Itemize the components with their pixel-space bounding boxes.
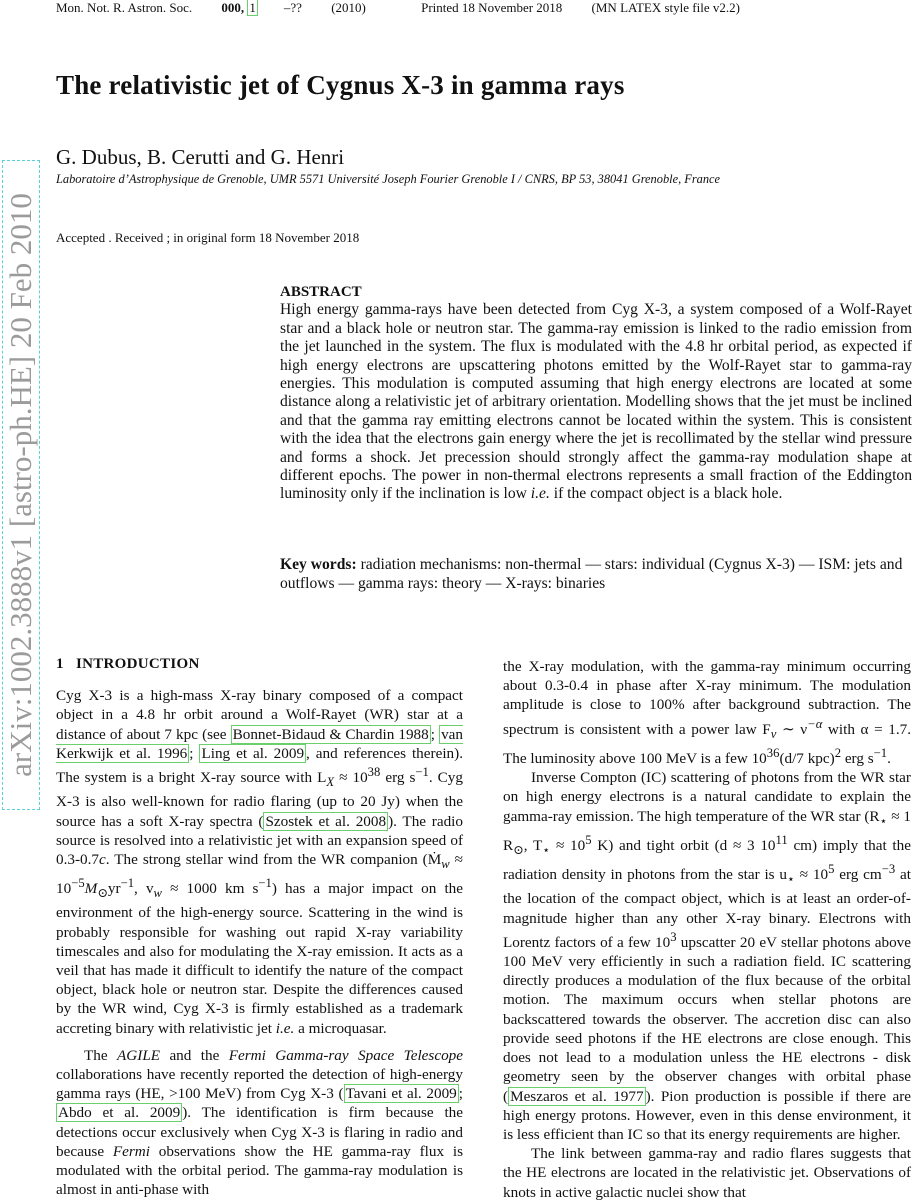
intro-paragraph-5: The link between gamma-ray and radio flares suggests that the HE electrons are located in the relativistic jet. Observations of knots in active galactic nuclei show that	[503, 1145, 911, 1201]
arxiv-sidebar[interactable]	[2, 160, 40, 810]
running-header	[56, 0, 766, 16]
abstract-heading: ABSTRACT	[280, 284, 362, 300]
citation-link[interactable]: van Kerkwijk et al. 1996	[56, 725, 463, 762]
citation-link[interactable]: Ling et al. 2009	[201, 744, 305, 762]
paper-title: The relativistic jet of Cygnus X-3 in gamma rays	[56, 70, 625, 100]
abstract: ABSTRACT High energy gamma-rays have been detected from Cyg X-3, a system composed of a Wolf-Rayet star and a black hole or neutron star. The gamma-ray emission is linked to the radio emission from the jet launched in the system. The flux is modulated with the 4.8 hr orbital period, as expected if high energy electrons are upscattering photons emitted by the Wolf-Rayet star to gamma-ray energies. This modulation is computed assuming that high energy electrons are located at some distance along a relativistic jet of arbitrary orientation. Modelling shows that the jet must be inclined and that the gamma ray emitting electrons cannot be located within the system. This is consistent with the idea that the electrons gain energy where the jet is recollimated by the stellar wind pressure and forms a shock. Jet precession should strongly affect the gamma-ray modulation shape at different epochs. The power in non-thermal electrons represents a small fraction of the Eddington luminosity only if the inclination is low i.e. if the compact object is a black hole.	[280, 284, 912, 503]
intro-paragraph-4: Inverse Compton (IC) scattering of photons from the WR star on high energy electrons is a natural candidate to explain the gamma-ray emission. The high temperature of the WR star ($R_⋆ \approx 1$ $R_⊙$, $T_⋆ \approx 10^5$ K) and tight orbit (d ≈ 3 $10^{11}$ cm) imply that the radiation density in photons from the star is $u_⋆ \approx 10^5$ erg $cm^{-3}$ at the location of the compact object, which is at least an order-of-magnitude higher than any other X-ray binary. Electrons with Lorentz factors of a few $10^3$ upscatter 20 eV stellar photons above 100 MeV very efficiently in such a radiation field. IC scattering directly produces a modulation of the flux because of the orbital motion. The maximum occurs when stellar photons are backscattered towards the observer. The accretion disc can also provide seed photons if the HE electrons are close enough. This does not lead to a modulation unless the HE electrons - disk geometry seen by the observer changes with orbital phase ( Meszaros et al. 1977 ). Pion production is possible if there are high energy protons. However, even in this dense environment, it is less efficient than IC so that its energy requirements are higher.	[503, 769, 912, 1143]
abstract-text: High energy gamma-rays have been detected from Cyg X-3, a system composed of a Wolf-Rayet star and a black hole or neutron star. The gamma-ray emission is linked to the radio emission from the jet launched in the system. The flux is modulated with the 4.8 hr orbital period, as expected if high energy electrons are upscattering photons emitted by the Wolf-Rayet star to gamma-ray energies. This modulation is computed assuming that high energy electrons are located at some distance along a relativistic jet of arbitrary orientation. Modelling shows that the jet must be inclined and that the gamma ray emitting electrons cannot be located within the system. This is consistent with the idea that the electrons gain energy where the jet is recollimated by the stellar wind pressure and forms a shock. Jet precession should strongly affect the gamma-ray modulation shape at different epochs. The power in non-thermal electrons represents a small fraction of the Eddington luminosity only if the inclination is low	[280, 301, 912, 503]
affiliation: Laboratoire d’Astrophysique de Grenoble, UMR 5571 Université Joseph Fourier Grenoble I / CNRS, BP 53, 38041 Grenoble, France	[56, 172, 721, 186]
citation-link[interactable]: Tavani et al. 2009	[345, 1085, 457, 1103]
intro-paragraph-3: the X-ray modulation, with the gamma-ray minimum occurring about 0.3-0.4 in phase after X-ray minimum. The modulation amplitude is close to 100% after background subtraction. The spectrum is consistent with a power law $F_\nu$ ∼ $\nu^{-\alpha}$ with α = 1.7. The luminosity above 100 MeV is a few $10^{36}(d/7$ kpc)$^2$ erg $s^{-1}$.	[503, 658, 912, 767]
section-heading: 1 INTRODUCTION	[56, 656, 200, 672]
citation-link[interactable]: Szostek et al. 2008	[265, 812, 387, 830]
intro-paragraph-2: The AGILE and the Fermi Gamma-ray Space Telescope collaborations have recently reported the detection of high-energy gamma rays (HE, >100 MeV) from Cyg X-3 ( Tavani et al. 2009 ; Abdo et al. 2009 ). The identification is firm because the detections occur exclusively when Cyg X-3 is flaring in radio and because Fermi observations show the HE gamma-ray flux is modulated with the orbital period. The gamma-ray modulation is almost in anti-phase with	[56, 1046, 464, 1199]
citation-link[interactable]: Abdo et al. 2009	[58, 1104, 181, 1122]
keywords-label: Key words:	[280, 556, 357, 573]
journal-ref: Mon. Not. R. Astron. Soc. 000, 1 –?? (2010)	[56, 0, 366, 15]
keywords-text: radiation mechanisms: non-thermal — stars: individual (Cygnus X-3) — ISM: jets and outflows — gamma rays: theory — X-rays: binaries	[280, 556, 903, 592]
left-column	[56, 655, 463, 1200]
arxiv-identifier: arXiv:1002.3888v1 [astro-ph.HE] 20 Feb 2010	[3, 193, 38, 777]
printed-date: Printed 18 November 2018	[421, 0, 563, 15]
right-column	[503, 657, 911, 1202]
citation-link[interactable]: Bonnet-Bidaud & Chardin 1988	[232, 725, 429, 743]
authors: G. Dubus, B. Cerutti and G. Henri	[56, 145, 345, 169]
page-link[interactable]: 1	[249, 0, 256, 15]
citation-link[interactable]: Meszaros et al. 1977	[510, 1087, 644, 1105]
intro-paragraph-1: Cyg X-3 is a high-mass X-ray binary composed of a compact object in a 4.8 hr orbit around a Wolf-Rayet (WR) star at a distance of about 7 kpc (see Bonnet-Bidaud & Chardin 1988 ; van Kerkwijk et al. 1996 ; Ling et al. 2009 , and references therein). The system is a bright X-ray source with $L_X \approx 10^{38}$ erg $s^{-1}$. Cyg X-3 is also well-known for radio flaring (up to 20 Jy) when the source has a soft X-ray spectra ( Szostek et al. 2008 ). The radio source is resolved into a relativistic jet with an expansion speed of 0.3-0.7c. The strong stellar wind from the WR companion (Ṁ$_w$ ≈ $10^{-5}M_⊙yr^{-1}$, $v_w \approx 1000$ km $s^{-1}$) has a major impact on the environment of the high-energy source. Scattering in the wind is probably responsible for washing out rapid X-ray variability timescales and also for modulating the X-ray emission. It acts as a veil that has made it difficult to identify the nature of the compact object, black hole or neutron star. Despite the differences caused by the WR wind, Cyg X-3 is firmly established as a trademark accreting binary with relativistic jet i.e. a microquasar.	[56, 687, 464, 1037]
keywords	[280, 555, 912, 593]
accepted-line: Accepted . Received ; in original form 18 November 2018	[56, 230, 360, 245]
style-note: (MN LATEX style file v2.2)	[591, 0, 740, 15]
